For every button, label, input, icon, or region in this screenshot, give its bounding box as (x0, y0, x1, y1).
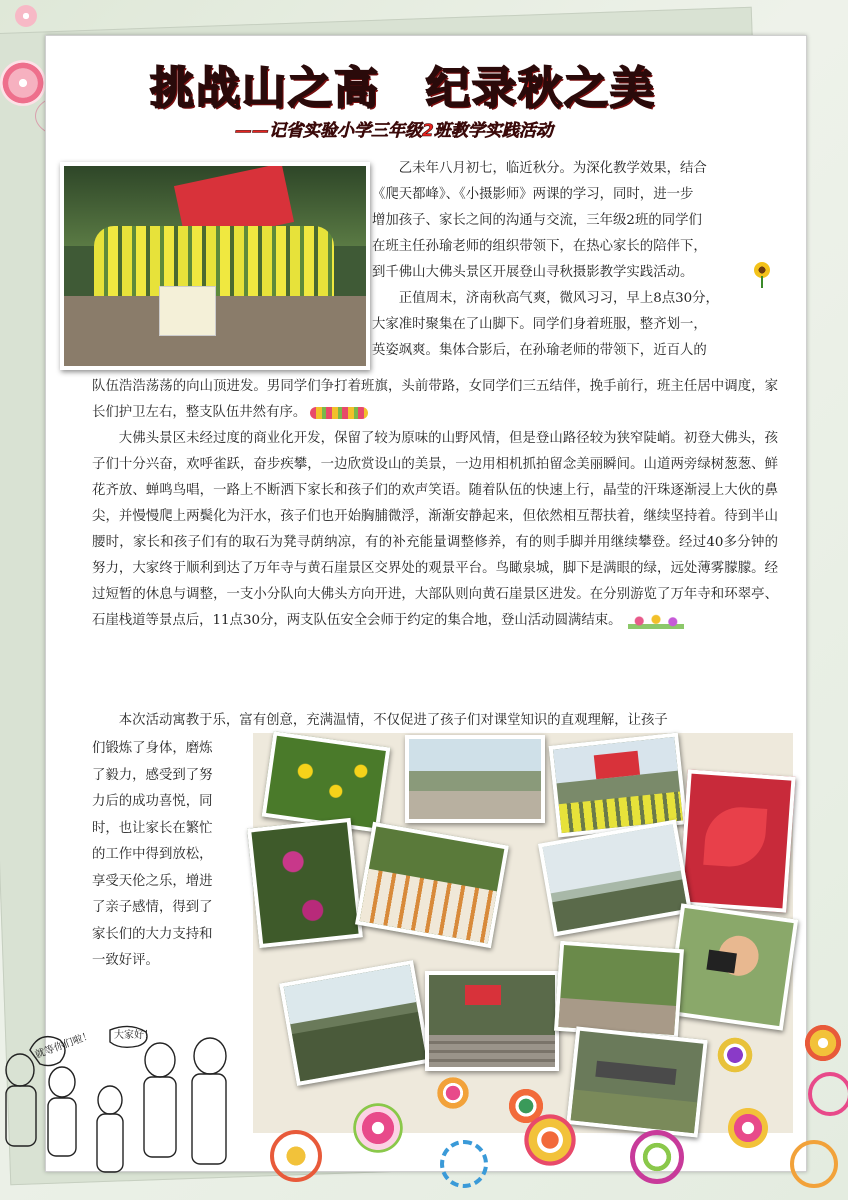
photo-kids-selfie (355, 822, 509, 948)
paragraph-intro (372, 156, 776, 364)
photo-stairs-flag (425, 971, 559, 1071)
paragraph-summary-column (92, 736, 242, 975)
speech-bubble-waiting: 就等你们啦！ (33, 1030, 94, 1061)
text-line: 时，也让家长在繁忙 (92, 820, 213, 836)
text-line: 乙未年八月初七，临近秋分。为深化教学效果，结合 (398, 161, 707, 176)
text-line: 本次活动寓教于乐，富有创意，充满温情，不仅促进了孩子们对课堂知识的直观理解，让孩子 (118, 713, 668, 728)
flower-cluster-icon (628, 613, 684, 629)
photo-yellow-flowers (262, 731, 391, 833)
text-line: 《爬天都峰》、《小摄影师》两课的学习，同时，进一步 (372, 187, 694, 202)
text-line: 们锻炼了身体，磨炼 (92, 741, 213, 756)
page-title: 挑战山之高 纪录秋之美 (150, 63, 656, 114)
text-span: 大佛头景区未经过度的商业化开发，保留了较为原味的山野风情，但是登山路径较为狭窄陡峭。初登大佛头，孩子们十分兴奋，欢呼雀跃，奋步疾攀，一边欣赏设山的美景，一边用相机抓拍留念美丽瞬间。山道两旁绿树葱葱、鲜花齐放、蝉鸣鸟唱，一路上不断洒下家长和孩子们的欢声笑语。随着队伍的快速上行，晶莹的汗珠逐渐浸上大伙的鼻尖，并慢慢爬上两鬓化为汗水，孩子们也开始胸脯微浮，渐渐安静起来，但依然相互帮扶着，继续坚持着。待到半山腰时，家长和孩子们有的取石为凳寻荫纳凉，有的补充能量调整修养，有的则手脚并用继续攀登。经过40多分钟的努力，大家终于顺利到达了万年寺与黄石崖景区交界处的观景平台。鸟瞰泉城，脚下是满眼的绿，远处薄雾朦朦。经过短暂的休息与调整，一支小分队向大佛头方向开进，大部队则向黄石崖景区进发。在分别游览了万年寺和环翠亭、石崖栈道等景点后，11点30分，两支队伍安全会师于约定的集合地，登山活动圆满结束。 (92, 431, 778, 628)
flower-decoration-bottom (250, 1080, 848, 1200)
text-line: 增加孩子、家长之间的沟通与交流，三年级2班的同学们 (372, 213, 702, 228)
text-line: 大家准时聚集在了山脚下。同学们身着班服，整齐划一， (372, 317, 707, 332)
photo-path-group (405, 735, 545, 823)
text-line: 一致好评。 (92, 953, 159, 968)
group-photo (60, 162, 370, 370)
photo-morning-glory (247, 818, 363, 948)
text-line: 在班主任孙瑜老师的组织带领下，在热心家长的陪伴下， (372, 239, 707, 254)
paragraph-summary-first (92, 708, 778, 734)
text-line: 家长们的大力支持和 (92, 926, 213, 942)
paragraph-climb (92, 426, 778, 634)
paragraph-departure (92, 374, 778, 426)
photo-red-leaves (678, 769, 795, 912)
flower-row-icon (310, 407, 368, 419)
text-line: 到千佛山大佛头景区开展登山寻秋摄影教学实践活动。 (372, 265, 694, 280)
text-line: 享受天伦之乐，增进 (92, 873, 213, 889)
text-line: 正值周末，济南秋高气爽，微风习习，早上8点30分， (398, 291, 719, 306)
text-line: 了毅力，感受到了努 (92, 767, 213, 783)
photo-boy-camera (666, 903, 798, 1030)
text-line: 的工作中得到放松， (92, 847, 213, 862)
page-subtitle: ——记省实验小学三年级2班教学实践活动 (235, 121, 553, 141)
photo-collage (253, 733, 793, 1133)
photo-kids-rocks (554, 941, 684, 1039)
sketch-illustration (0, 1020, 250, 1200)
flower-swirl-decoration (713, 1033, 757, 1077)
text-line: 力后的成功喜悦，同 (92, 794, 213, 809)
photo-hillside (279, 960, 431, 1086)
text-line: 了亲子感情，得到了 (92, 900, 213, 915)
speech-bubble-hello: 大家好！ (114, 1030, 154, 1041)
flower-decoration-right (800, 1020, 848, 1110)
text-line: 英姿飒爽。集体合影后，在孙瑜老师的带领下，近百人的 (372, 343, 707, 358)
text-span: 队伍浩浩荡荡的向山顶进发。男同学们争打着班旗，头前带路，女同学们三五结伴，挽手前行，班主任居中调度，家长们护卫左右，整支队伍井然有序。 (92, 379, 778, 420)
